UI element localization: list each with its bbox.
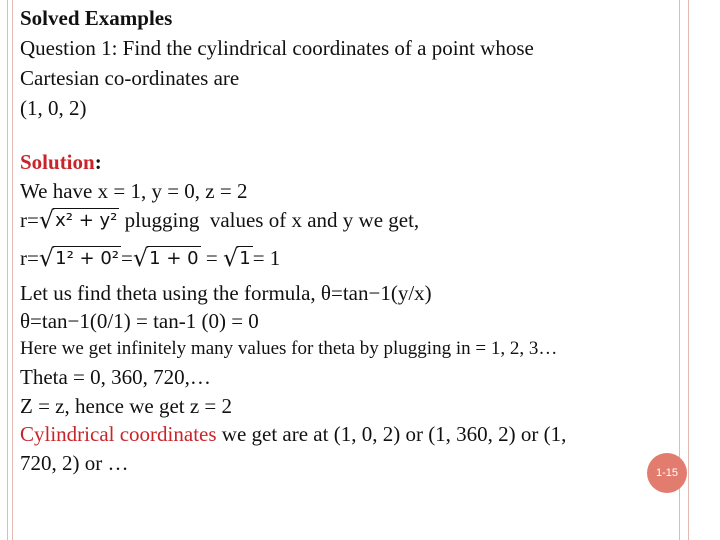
- r-formula-line: [20, 208, 419, 233]
- solution-colon: :: [94, 150, 102, 174]
- infinite-values: Here we get infinitely many values for theta by plugging in = 1, 2, 3…: [20, 338, 558, 359]
- conclusion-rest: we get are at (1, 0, 2) or (1, 360, 2) or (1,: [216, 422, 567, 446]
- solution-label: Solution: [20, 150, 95, 174]
- sqrt-1-0: [133, 246, 201, 271]
- r-eval-suffix: = 1: [252, 246, 281, 270]
- solution-label-line: [20, 150, 102, 175]
- r-eval-eq1: =: [121, 246, 133, 270]
- question-line-3: (1, 0, 2): [20, 96, 87, 120]
- r-formula-suffix: plugging values of x and y we get,: [119, 208, 420, 232]
- sqrt-1: [223, 246, 253, 271]
- left-decorative-rule: [7, 0, 13, 540]
- theta-eval: θ=tan−1(0/1) = tan-1 (0) = 0: [20, 309, 259, 333]
- z-line: Z = z, hence we get z = 2: [20, 394, 233, 418]
- conclusion-line-1: [20, 422, 566, 447]
- r-formula-prefix: r=: [20, 208, 39, 232]
- conclusion-highlight: Cylindrical coordinates: [20, 422, 217, 446]
- theta-values: Theta = 0, 360, 720,…: [20, 365, 211, 389]
- slide-number-badge: 1-15: [647, 453, 687, 493]
- sqrt-x2-y2: [39, 208, 120, 233]
- question-line-2: Cartesian co-ordinates are: [20, 66, 240, 90]
- radicand-12-02: 1² + 0²: [55, 248, 120, 269]
- sqrt-12-02: [39, 246, 121, 271]
- theta-intro: Let us find theta using the formula, θ=tan−1(y/x): [20, 281, 432, 305]
- r-eval-prefix: r=: [20, 246, 39, 270]
- radicand-1: 1: [239, 248, 251, 269]
- r-eval-eq2: =: [200, 246, 223, 270]
- radical-sign-icon: √: [222, 244, 239, 272]
- question-line-1: Question 1: Find the cylindrical coordinates of a point whose: [20, 36, 534, 60]
- radicand-1-0: 1 + 0: [149, 248, 199, 269]
- radical-sign-icon: √: [38, 206, 55, 234]
- r-eval-line: [20, 246, 280, 271]
- slide-heading: Solved Examples: [20, 6, 173, 30]
- radical-sign-icon: √: [132, 244, 149, 272]
- conclusion-line-2: 720, 2) or …: [20, 451, 129, 475]
- radicand-x2-y2: x² + y²: [55, 210, 118, 231]
- given-values: We have x = 1, y = 0, z = 2: [20, 179, 248, 203]
- radical-sign-icon: √: [38, 244, 55, 272]
